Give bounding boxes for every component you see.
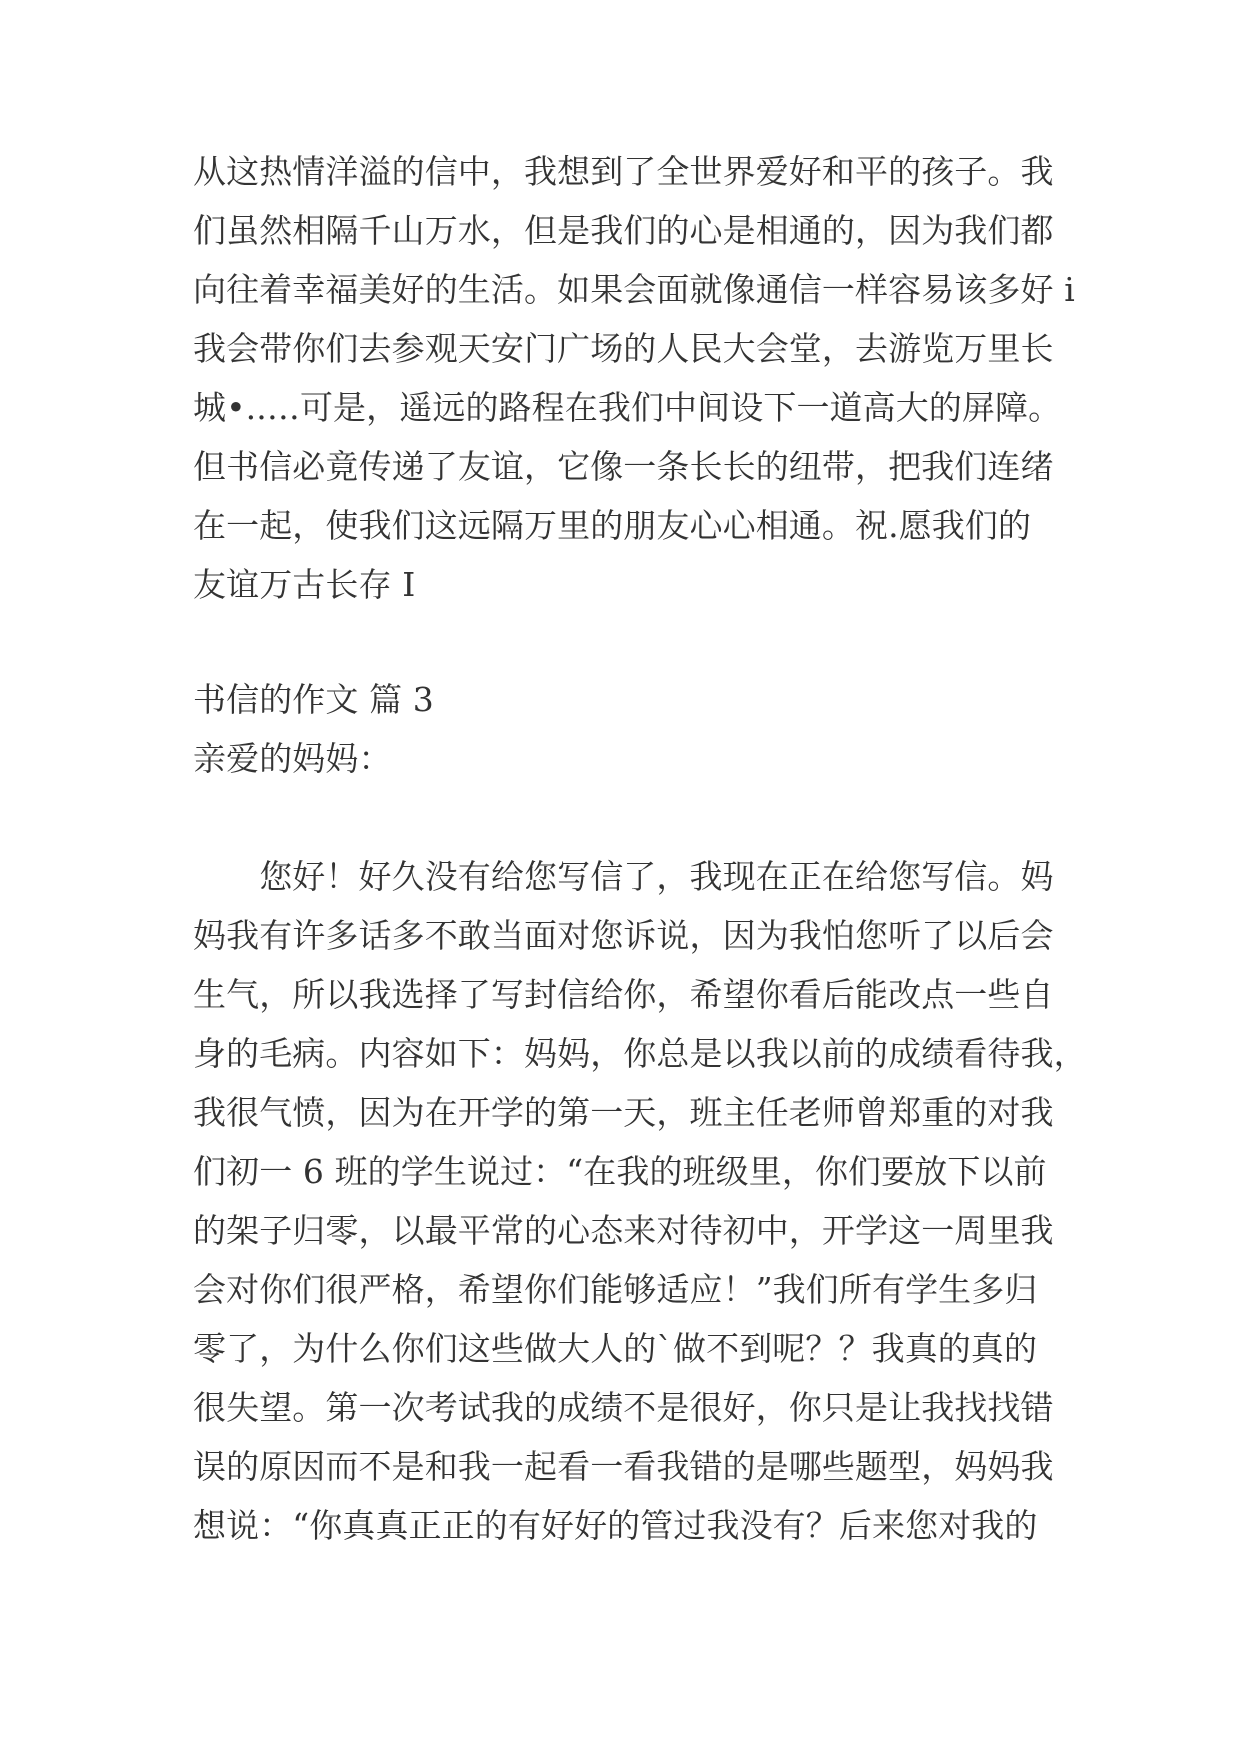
section-heading: 书信的作文 篇 3 [193, 680, 434, 719]
paragraph-line: 我很气愤，因为在开学的第一天，班主任老师曾郑重的对我 [193, 1093, 1054, 1132]
paragraph-line: 妈我有许多话多不敢当面对您诉说，因为我怕您听了以后会 [193, 916, 1054, 955]
paragraph-line: 误的原因而不是和我一起看一看我错的是哪些题型，妈妈我 [193, 1447, 1054, 1486]
paragraph-line: 在一起，使我们这远隔万里的朋友心心相通。祝.愿我们的 [193, 506, 1032, 545]
paragraph-line: 的架子归零，以最平常的心态来对待初中，开学这一周里我 [193, 1211, 1054, 1250]
salutation: 亲爱的妈妈： [193, 739, 392, 778]
paragraph-line: 生气，所以我选择了写封信给你，希望你看后能改点一些自 [193, 975, 1054, 1014]
paragraph-line: 们初一 6 班的学生说过：“在我的班级里，你们要放下以前 [193, 1152, 1047, 1191]
paragraph-line: 身的毛病。内容如下：妈妈，你总是以我以前的成绩看待我， [193, 1034, 1087, 1073]
paragraph-line: 城•..…可是，遥远的路程在我们中间设下一道高大的屏障。 [193, 388, 1062, 427]
paragraph-line: 友谊万古长存 I [193, 565, 416, 604]
paragraph-line: 很失望。第一次考试我的成绩不是很好，你只是让我找找错 [193, 1388, 1054, 1427]
paragraph-line: 向往着幸福美好的生活。如果会面就像通信一样容易该多好 i [193, 270, 1075, 309]
paragraph-line: 想说：“你真真正正的有好好的管过我没有？后来您对我的 [193, 1506, 1038, 1545]
paragraph-line: 但书信必竟传递了友谊，它像一条长长的纽带，把我们连绪 [193, 447, 1054, 486]
paragraph-line: 零了，为什么你们这些做大人的`做不到呢？？我真的真的 [193, 1329, 1038, 1368]
paragraph-line: 您好！好久没有给您写信了，我现在正在给您写信。妈 [193, 857, 1054, 896]
paragraph-line: 会对你们很严格，希望你们能够适应！”我们所有学生多归 [193, 1270, 1038, 1309]
paragraph-line: 们虽然相隔千山万水，但是我们的心是相通的，因为我们都 [193, 211, 1054, 250]
paragraph-line: 从这热情洋溢的信中，我想到了全世界爱好和平的孩子。我 [193, 152, 1054, 191]
paragraph-line: 我会带你们去参观天安门广场的人民大会堂，去游览万里长 [193, 329, 1054, 368]
